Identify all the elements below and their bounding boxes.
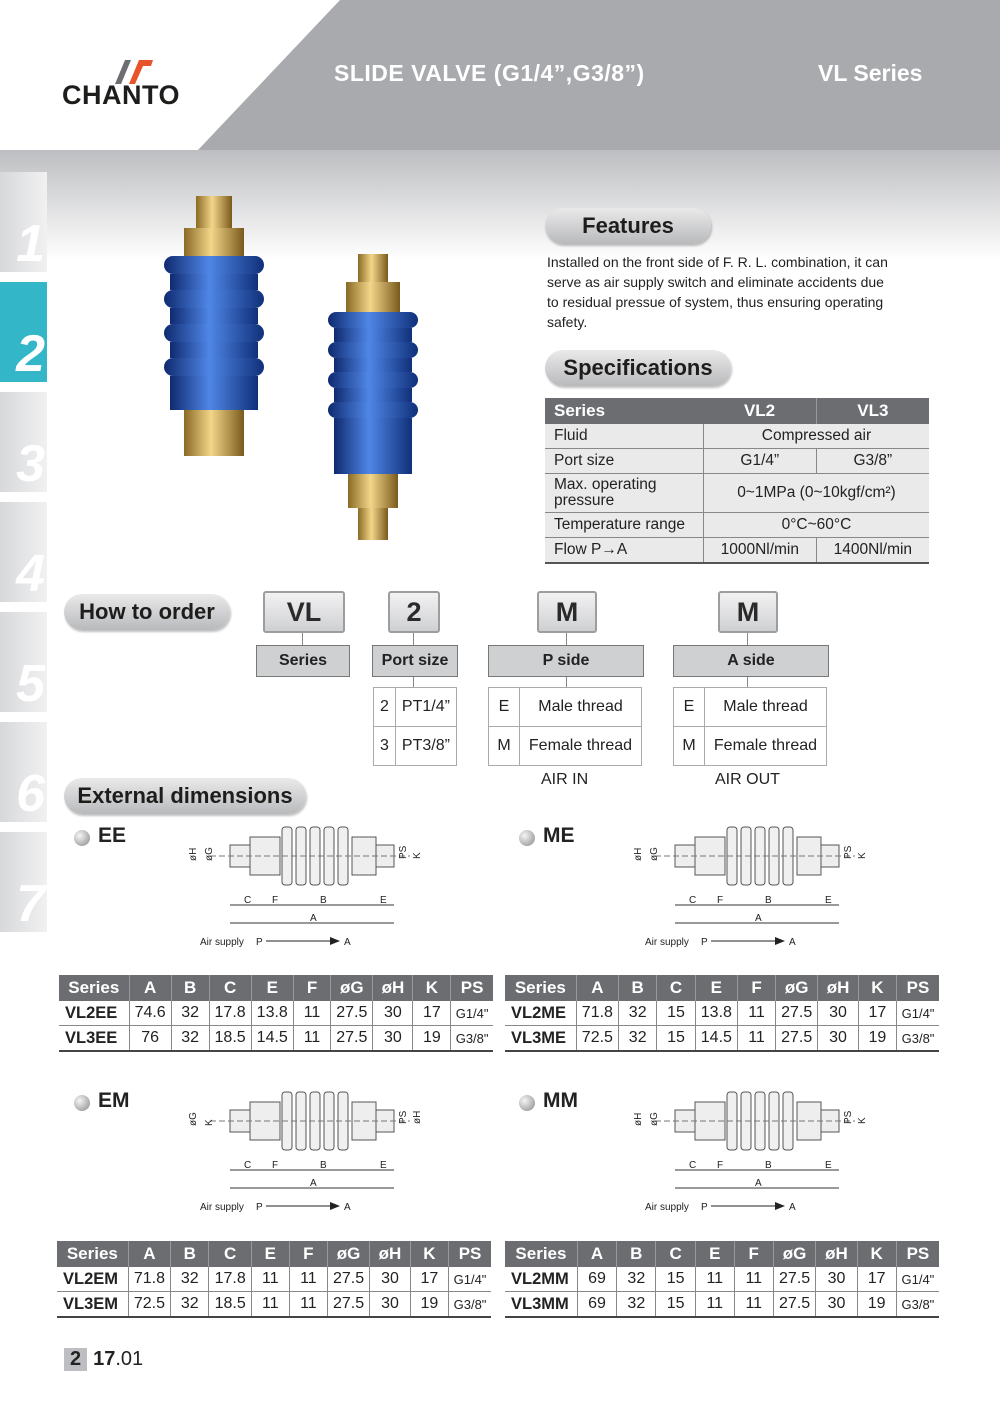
value-cell: 32 <box>171 1292 209 1318</box>
value-cell: G1/4" <box>449 1267 491 1292</box>
value-cell: G3/8" <box>451 1026 493 1052</box>
column-header: Series <box>505 1241 577 1267</box>
section-tab-5[interactable] <box>0 612 47 712</box>
page-sub: .01 <box>115 1348 144 1370</box>
value-cell: 30 <box>370 1267 410 1292</box>
how-to-order-heading: How to order <box>64 594 230 630</box>
order-code-a-side: M <box>718 591 778 633</box>
section-tab-6[interactable] <box>0 722 47 822</box>
column-header: øH <box>370 1241 410 1267</box>
table-row <box>57 1267 491 1292</box>
bullet-icon <box>519 1095 535 1111</box>
value-cell: 15 <box>657 1001 695 1026</box>
value-cell: 32 <box>619 1001 657 1026</box>
value-cell: 30 <box>818 1001 858 1026</box>
drawing-title: MM <box>543 1089 578 1112</box>
order-code-series: VL <box>263 591 345 633</box>
column-header: E <box>695 1241 734 1267</box>
column-header: PS <box>449 1241 491 1267</box>
dimension-label: PS <box>843 1110 854 1124</box>
section-tab-label: 3 <box>16 435 45 492</box>
column-header: F <box>734 1241 773 1267</box>
dimension-label: K <box>204 1119 215 1126</box>
value-cell: 69 <box>577 1292 616 1318</box>
value-cell: 19 <box>410 1292 448 1318</box>
value-cell: 72.5 <box>576 1026 618 1052</box>
dimension-label: øG <box>188 1112 199 1126</box>
value-cell: 27.5 <box>773 1292 816 1318</box>
spec-header-series: Series <box>545 398 703 424</box>
value-cell: 32 <box>619 1026 657 1052</box>
specifications-table <box>545 398 929 564</box>
column-header: PS <box>897 975 939 1001</box>
column-header: B <box>171 975 209 1001</box>
column-header: F <box>293 975 330 1001</box>
spec-value: 1000Nl/min <box>703 538 816 564</box>
column-header: K <box>857 1241 896 1267</box>
value-cell: 11 <box>695 1292 734 1318</box>
bullet-icon <box>74 830 90 846</box>
a-value: Female thread <box>705 727 827 766</box>
dimension-label: F <box>272 1160 279 1171</box>
series-cell: VL2MM <box>505 1267 577 1292</box>
value-cell: 27.5 <box>331 1001 373 1026</box>
column-header: E <box>251 975 293 1001</box>
order-label-a-side: A side <box>673 645 829 677</box>
connector-line <box>566 677 567 687</box>
value-cell: G1/4" <box>451 1001 493 1026</box>
air-supply-label: Air supply <box>645 937 689 948</box>
value-cell: G3/8" <box>897 1026 939 1052</box>
section-tab-3[interactable] <box>0 392 47 492</box>
column-header: A <box>576 975 618 1001</box>
column-header: PS <box>896 1241 939 1267</box>
dimension-label: B <box>765 895 772 906</box>
value-cell: 69 <box>577 1267 616 1292</box>
value-cell: 32 <box>617 1292 656 1318</box>
column-header: Series <box>59 975 129 1001</box>
value-cell: 30 <box>818 1026 858 1052</box>
value-cell: 17 <box>857 1267 896 1292</box>
column-header: B <box>617 1241 656 1267</box>
dimension-label: øH <box>188 847 199 861</box>
p-value: Female thread <box>520 727 642 766</box>
p-side-note: AIR IN <box>541 771 589 788</box>
table-row <box>57 1292 491 1318</box>
dimension-label: F <box>717 1160 724 1171</box>
dimension-label: E <box>380 1160 387 1171</box>
spec-label: Max. operating pressure <box>545 474 703 513</box>
connector-line <box>413 677 414 687</box>
p-value: Male thread <box>520 688 642 727</box>
value-cell: 14.5 <box>251 1026 293 1052</box>
drawing-title: EM <box>98 1089 130 1112</box>
value-cell: G3/8" <box>449 1292 491 1318</box>
a-side-note: AIR OUT <box>715 771 780 788</box>
value-cell: 30 <box>816 1267 857 1292</box>
series-cell: VL2EE <box>59 1001 129 1026</box>
dimension-label: øH <box>412 1110 423 1124</box>
value-cell: 17 <box>858 1001 896 1026</box>
dimension-label: F <box>272 895 279 906</box>
dimension-label: A <box>755 1178 762 1189</box>
dimension-label: øG <box>204 847 215 861</box>
features-text: Installed on the front side of F. R. L. combination, it can serve as air supply switch and eliminate accidents due to residual pressue of system, thus ensuring operating safety. <box>547 254 888 330</box>
series-cell: VL3MM <box>505 1292 577 1318</box>
air-a-label: A <box>344 937 351 948</box>
series-cell: VL3EE <box>59 1026 129 1052</box>
page-section: 2 <box>64 1348 87 1371</box>
value-cell: G1/4" <box>896 1267 939 1292</box>
column-header: B <box>171 1241 209 1267</box>
a-code: M <box>674 727 705 766</box>
value-cell: 30 <box>370 1292 410 1318</box>
value-cell: 32 <box>171 1026 209 1052</box>
p-side-options <box>488 687 642 766</box>
value-cell: 11 <box>289 1267 327 1292</box>
column-header: C <box>209 1241 251 1267</box>
value-cell: 32 <box>171 1267 209 1292</box>
dimension-label: A <box>310 1178 317 1189</box>
dimension-label: B <box>320 1160 327 1171</box>
bullet-icon <box>519 830 535 846</box>
a-side-options <box>673 687 827 766</box>
dimension-label: C <box>689 1160 697 1171</box>
dimension-drawing <box>625 823 885 953</box>
order-label-series: Series <box>256 645 350 677</box>
dimension-table <box>57 1241 491 1318</box>
air-p-label: P <box>701 937 708 948</box>
value-cell: 32 <box>171 1001 209 1026</box>
table-row <box>505 1267 939 1292</box>
dimension-label: A <box>310 913 317 924</box>
section-tab-label: 4 <box>16 545 45 602</box>
port-size-options <box>373 687 457 766</box>
order-code-p-side: M <box>537 591 597 633</box>
spec-value: 0~1MPa (0~10kgf/cm²) <box>703 474 929 513</box>
column-header: C <box>657 975 695 1001</box>
dimension-table <box>505 1241 939 1318</box>
spec-label: Temperature range <box>545 513 703 538</box>
value-cell: 17 <box>413 1001 451 1026</box>
series-cell: VL3ME <box>505 1026 576 1052</box>
value-cell: 27.5 <box>327 1267 369 1292</box>
column-header: F <box>738 975 776 1001</box>
value-cell: G1/4" <box>897 1001 939 1026</box>
connector-line <box>747 633 748 645</box>
air-p-label: P <box>256 1202 263 1213</box>
value-cell: 27.5 <box>331 1026 373 1052</box>
column-header: E <box>251 1241 289 1267</box>
section-tab-7[interactable] <box>0 832 47 932</box>
spec-header-vl2: VL2 <box>703 398 816 424</box>
table-row <box>505 1001 939 1026</box>
dimension-label: E <box>825 895 832 906</box>
column-header: øH <box>816 1241 857 1267</box>
value-cell: 30 <box>816 1292 857 1318</box>
spec-value: G3/8” <box>816 449 929 474</box>
value-cell: 18.5 <box>209 1292 251 1318</box>
order-label-port-size: Port size <box>372 645 458 677</box>
column-header: A <box>128 1241 170 1267</box>
value-cell: 15 <box>656 1292 695 1318</box>
column-header: A <box>129 975 171 1001</box>
series-cell: VL3EM <box>57 1292 128 1318</box>
column-header: K <box>858 975 896 1001</box>
dimension-label: C <box>689 895 697 906</box>
features-heading: Features <box>545 208 711 244</box>
value-cell: 19 <box>857 1292 896 1318</box>
dimension-label: øG <box>649 1112 660 1126</box>
value-cell: 17.8 <box>209 1267 251 1292</box>
column-header: Series <box>505 975 576 1001</box>
dimension-label: PS <box>398 845 409 859</box>
dimension-label: PS <box>398 1110 409 1124</box>
a-code: E <box>674 688 705 727</box>
value-cell: 11 <box>695 1267 734 1292</box>
page-main: 17 <box>93 1348 116 1370</box>
column-header: C <box>656 1241 695 1267</box>
order-code-port: 2 <box>388 591 440 633</box>
value-cell: 19 <box>413 1026 451 1052</box>
p-code: M <box>489 727 520 766</box>
dimension-label: C <box>244 1160 252 1171</box>
spec-value: Compressed air <box>703 424 929 449</box>
dimension-label: B <box>765 1160 772 1171</box>
value-cell: 11 <box>289 1292 327 1318</box>
column-header: K <box>410 1241 448 1267</box>
spec-label: Fluid <box>545 424 703 449</box>
connector-line <box>566 633 567 645</box>
external-dimensions-heading: External dimensions <box>64 778 306 814</box>
value-cell: 27.5 <box>327 1292 369 1318</box>
dimension-label: K <box>857 852 868 859</box>
dimension-label: øG <box>649 847 660 861</box>
value-cell: 18.5 <box>209 1026 251 1052</box>
column-header: A <box>577 1241 616 1267</box>
dimension-label: øH <box>633 847 644 861</box>
column-header: C <box>209 975 251 1001</box>
table-row <box>59 1026 493 1052</box>
dimension-label: A <box>755 913 762 924</box>
drawing-title: EE <box>98 824 127 847</box>
port-code: 2 <box>374 688 396 727</box>
order-label-p-side: P side <box>488 645 644 677</box>
value-cell: 74.6 <box>129 1001 171 1026</box>
section-tab-2[interactable] <box>0 282 47 382</box>
dimension-drawing <box>180 1088 440 1218</box>
port-value: PT1/4” <box>395 688 456 727</box>
dimension-label: F <box>717 895 724 906</box>
value-cell: 11 <box>734 1267 773 1292</box>
bullet-icon <box>74 1095 90 1111</box>
air-p-label: P <box>701 1202 708 1213</box>
series-cell: VL2EM <box>57 1267 128 1292</box>
a-value: Male thread <box>705 688 827 727</box>
spec-label: Port size <box>545 449 703 474</box>
specifications-heading: Specifications <box>545 350 731 386</box>
spec-value: 0°C~60°C <box>703 513 929 538</box>
column-header: K <box>413 975 451 1001</box>
dimension-label: C <box>244 895 252 906</box>
dimension-label: PS <box>843 845 854 859</box>
value-cell: 11 <box>293 1001 330 1026</box>
column-header: F <box>289 1241 327 1267</box>
value-cell: 32 <box>617 1267 656 1292</box>
dimension-label: B <box>320 895 327 906</box>
dimension-label: E <box>825 1160 832 1171</box>
air-supply-label: Air supply <box>200 937 244 948</box>
value-cell: 27.5 <box>776 1001 818 1026</box>
column-header: øH <box>818 975 858 1001</box>
connector-line <box>413 633 414 645</box>
column-header: øG <box>327 1241 369 1267</box>
value-cell: 15 <box>656 1267 695 1292</box>
air-supply-label: Air supply <box>200 1202 244 1213</box>
column-header: B <box>619 975 657 1001</box>
section-tab-label: 7 <box>16 875 45 932</box>
value-cell: 72.5 <box>128 1292 170 1318</box>
dimension-table <box>59 975 493 1052</box>
dimension-label: øH <box>633 1112 644 1126</box>
air-p-label: P <box>256 937 263 948</box>
section-tab-label: 5 <box>16 655 45 712</box>
spec-value: G1/4” <box>703 449 816 474</box>
column-header: øG <box>331 975 373 1001</box>
column-header: øH <box>373 975 413 1001</box>
value-cell: 30 <box>373 1026 413 1052</box>
section-tab-label: 1 <box>16 215 45 272</box>
value-cell: 30 <box>373 1001 413 1026</box>
brand-logo: CHANTO <box>62 80 181 110</box>
column-header: Series <box>57 1241 128 1267</box>
value-cell: 19 <box>858 1026 896 1052</box>
value-cell: 13.8 <box>251 1001 293 1026</box>
air-a-label: A <box>789 937 796 948</box>
value-cell: 71.8 <box>576 1001 618 1026</box>
dimension-label: E <box>380 895 387 906</box>
p-code: E <box>489 688 520 727</box>
section-tab-4[interactable] <box>0 502 47 602</box>
series-label: VL Series <box>818 60 923 86</box>
dimension-label: K <box>857 1117 868 1124</box>
spec-value: 1400Nl/min <box>816 538 929 564</box>
port-code: 3 <box>374 727 396 766</box>
table-row <box>59 1001 493 1026</box>
value-cell: 11 <box>251 1267 289 1292</box>
air-supply-label: Air supply <box>645 1202 689 1213</box>
connector-line <box>302 633 303 645</box>
page-number <box>64 1348 143 1371</box>
value-cell: 27.5 <box>776 1026 818 1052</box>
column-header: PS <box>451 975 493 1001</box>
value-cell: 13.8 <box>695 1001 737 1026</box>
value-cell: 76 <box>129 1026 171 1052</box>
section-tab-1[interactable] <box>0 172 47 272</box>
value-cell: 14.5 <box>695 1026 737 1052</box>
dimension-table <box>505 975 939 1052</box>
drawing-title: ME <box>543 824 575 847</box>
column-header: E <box>695 975 737 1001</box>
spec-header-vl3: VL3 <box>816 398 929 424</box>
value-cell: 27.5 <box>773 1267 816 1292</box>
value-cell: 11 <box>251 1292 289 1318</box>
port-value: PT3/8” <box>395 727 456 766</box>
air-a-label: A <box>344 1202 351 1213</box>
value-cell: 11 <box>293 1026 330 1052</box>
value-cell: 11 <box>734 1292 773 1318</box>
value-cell: 71.8 <box>128 1267 170 1292</box>
table-row <box>505 1026 939 1052</box>
spec-label: Flow P→A <box>545 538 703 564</box>
value-cell: 11 <box>738 1001 776 1026</box>
column-header: øG <box>773 1241 816 1267</box>
value-cell: 17.8 <box>209 1001 251 1026</box>
page-title: SLIDE VALVE (G1/4”,G3/8”) <box>334 60 645 86</box>
value-cell: G3/8" <box>896 1292 939 1318</box>
section-tab-label: 6 <box>16 765 45 822</box>
dimension-label: K <box>412 852 423 859</box>
air-a-label: A <box>789 1202 796 1213</box>
series-cell: VL2ME <box>505 1001 576 1026</box>
value-cell: 11 <box>738 1026 776 1052</box>
product-photo <box>150 190 450 550</box>
column-header: øG <box>776 975 818 1001</box>
dimension-drawing <box>625 1088 885 1218</box>
connector-line <box>747 677 748 687</box>
value-cell: 15 <box>657 1026 695 1052</box>
dimension-drawing <box>180 823 440 953</box>
section-tab-label: 2 <box>16 325 45 382</box>
table-row <box>505 1292 939 1318</box>
value-cell: 17 <box>410 1267 448 1292</box>
